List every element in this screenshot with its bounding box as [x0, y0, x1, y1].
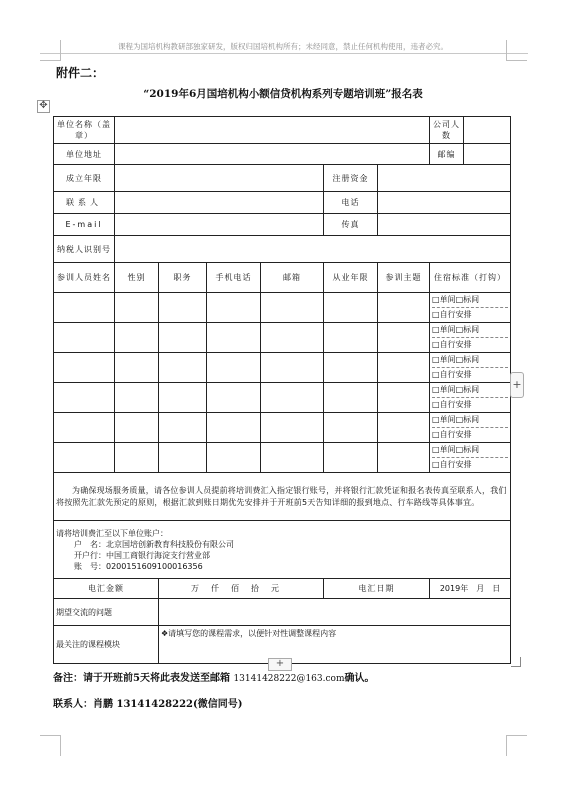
participant-gender-cell[interactable] [115, 413, 159, 443]
participant-industry-years-cell[interactable] [324, 323, 378, 353]
participant-name-cell[interactable] [54, 353, 115, 383]
remark-suffix: 确认。 [344, 673, 375, 684]
col-header-position: 职务 [159, 263, 207, 293]
lodging-room-type-checkboxes[interactable]: □单间□标间 [432, 415, 480, 424]
participant-gender-cell[interactable] [115, 353, 159, 383]
col-header-name: 参训人员姓名 [54, 263, 115, 293]
header-rule [40, 53, 528, 54]
lodging-self-arranged-checkbox[interactable]: □自行安排 [432, 367, 508, 382]
lodging-self-arranged-checkbox[interactable]: □自行安排 [432, 337, 508, 352]
participant-name-cell[interactable] [54, 383, 115, 413]
account-number: 账 号：0200151609100016356 [74, 561, 203, 571]
col-header-gender: 性别 [115, 263, 159, 293]
lodging-room-type-checkboxes[interactable]: □单间□标间 [432, 295, 480, 304]
participant-row [54, 293, 511, 323]
participant-mobile-cell[interactable] [207, 323, 261, 353]
unit-address-label: 单位地址 [54, 144, 115, 165]
participant-mailbox-cell[interactable] [261, 443, 324, 473]
participant-name-cell[interactable] [54, 323, 115, 353]
contact-person-field[interactable] [115, 192, 324, 214]
col-header-industry-years: 从业年限 [324, 263, 378, 293]
insert-row-plus-icon[interactable]: + [268, 658, 292, 671]
crop-mark-top-right [506, 40, 527, 61]
course-module-label: 最关注的课程模块 [54, 626, 159, 664]
email-field[interactable] [115, 214, 324, 236]
founding-years-label: 成立年限 [54, 165, 115, 192]
participant-row [54, 413, 511, 443]
account-info [54, 521, 511, 579]
participant-topic-cell[interactable] [378, 443, 430, 473]
participant-name-cell[interactable] [54, 293, 115, 323]
remark-email: 13141428222@163.com [233, 674, 345, 684]
participant-industry-years-cell[interactable] [324, 443, 378, 473]
lodging-self-arranged-checkbox[interactable]: □自行安排 [432, 307, 508, 322]
col-header-mailbox: 邮箱 [261, 263, 324, 293]
fax-field[interactable] [378, 214, 511, 236]
participant-topic-cell[interactable] [378, 293, 430, 323]
lodging-choice-cell[interactable] [430, 353, 511, 383]
crop-mark-bottom-left [40, 735, 61, 756]
participant-mobile-cell[interactable] [207, 413, 261, 443]
contact-line: 联系人：肖鹏 13141428222(微信同号) [53, 699, 243, 710]
participant-topic-cell[interactable] [378, 413, 430, 443]
participant-industry-years-cell[interactable] [324, 413, 378, 443]
participant-mailbox-cell[interactable] [261, 323, 324, 353]
form-title: “2019年6月国培机构小额信贷机构系列专题培训班”报名表 [143, 88, 423, 100]
taxpayer-id-field[interactable] [115, 236, 511, 263]
unit-name-field[interactable] [115, 117, 430, 144]
participant-position-cell[interactable] [159, 293, 207, 323]
registered-capital-label: 注册资金 [324, 165, 378, 192]
remark-label: 备注： [53, 673, 83, 684]
postcode-label: 邮编 [430, 144, 464, 165]
participant-row [54, 443, 511, 473]
remark-line [53, 669, 374, 684]
participant-industry-years-cell[interactable] [324, 353, 378, 383]
contact-person-label: 联系人 [54, 192, 115, 214]
table-move-handle-icon[interactable]: ✥ [37, 100, 50, 113]
participant-row [54, 353, 511, 383]
participant-gender-cell[interactable] [115, 443, 159, 473]
course-module-field[interactable]: ❖请填写您的课程需求，以便针对性调整课程内容 [159, 626, 511, 664]
lodging-room-type-checkboxes[interactable]: □单间□标间 [432, 325, 480, 334]
unit-name-label: 单位名称（盖章） [54, 117, 115, 144]
lodging-self-arranged-checkbox[interactable]: □自行安排 [432, 397, 508, 412]
participant-rows [54, 293, 511, 473]
participant-industry-years-cell[interactable] [324, 293, 378, 323]
participant-mailbox-cell[interactable] [261, 353, 324, 383]
participant-position-cell[interactable] [159, 413, 207, 443]
table-resize-handle-icon[interactable] [511, 657, 521, 667]
participant-position-cell[interactable] [159, 323, 207, 353]
registered-capital-field[interactable] [378, 165, 511, 192]
lodging-choice-cell[interactable] [430, 413, 511, 443]
lodging-self-arranged-checkbox[interactable]: □自行安排 [432, 457, 508, 472]
remit-amount-field[interactable]: 万仟佰拾元 [159, 579, 324, 599]
col-header-lodging: 住宿标准（打钩） [430, 263, 511, 293]
questions-field[interactable] [159, 599, 511, 626]
taxpayer-id-label: 纳税人识别号 [54, 236, 115, 263]
phone-field[interactable] [378, 192, 511, 214]
account-payee: 户 名：北京国培创新教育科技股份有限公司 [74, 539, 234, 549]
fax-label: 传真 [324, 214, 378, 236]
participant-gender-cell[interactable] [115, 293, 159, 323]
lodging-choice-cell[interactable] [430, 383, 511, 413]
lodging-choice-cell[interactable] [430, 293, 511, 323]
lodging-choice-cell[interactable] [430, 443, 511, 473]
copyright-notice: 课程为国培机构教研部独家研发，版权归国培机构所有；未经同意，禁止任何机构使用，违者必究。 [118, 42, 448, 51]
participant-mobile-cell[interactable] [207, 383, 261, 413]
participant-position-cell[interactable] [159, 443, 207, 473]
questions-label: 期望交流的问题 [54, 599, 159, 626]
participant-name-cell[interactable] [54, 413, 115, 443]
participant-name-cell[interactable] [54, 443, 115, 473]
participant-topic-cell[interactable] [378, 383, 430, 413]
participant-topic-cell[interactable] [378, 353, 430, 383]
col-header-mobile: 手机电话 [207, 263, 261, 293]
lodging-self-arranged-checkbox[interactable]: □自行安排 [432, 427, 508, 442]
participant-gender-cell[interactable] [115, 323, 159, 353]
participant-mobile-cell[interactable] [207, 293, 261, 323]
participant-mobile-cell[interactable] [207, 353, 261, 383]
participant-gender-cell[interactable] [115, 383, 159, 413]
policy-paragraph: 为确保现场服务质量，请各位参训人员提前将培训费汇入指定银行账号，并将银行汇款凭证和报名表传真至联系人，我们将按照先汇款先预定的原则，根据汇款到账日期优先安排并于开班前5天告知详细的报到地点、行车路线等具体事宜。 [54, 473, 511, 521]
account-bank: 开户行：中国工商银行海淀支行营业部 [74, 550, 210, 560]
remark-text: 请于开班前5天将此表发送至邮箱 [83, 673, 230, 684]
participant-topic-cell[interactable] [378, 323, 430, 353]
col-header-topic: 参训主题 [378, 263, 430, 293]
crop-mark-bottom-right [506, 735, 527, 756]
email-label: E-mail [54, 214, 115, 236]
account-intro: 请将培训费汇至以下单位账户： [56, 528, 168, 538]
participant-mobile-cell[interactable] [207, 443, 261, 473]
lodging-choice-cell[interactable] [430, 323, 511, 353]
crop-mark-top-left [40, 40, 61, 61]
participant-position-cell[interactable] [159, 353, 207, 383]
lodging-room-type-checkboxes[interactable]: □单间□标间 [432, 445, 480, 454]
lodging-room-type-checkboxes[interactable]: □单间□标间 [432, 355, 480, 364]
company-headcount-field[interactable] [464, 117, 511, 144]
participant-mailbox-cell[interactable] [261, 383, 324, 413]
remit-amount-label: 电汇金额 [54, 579, 159, 599]
unit-address-field[interactable] [115, 144, 430, 165]
participant-mailbox-cell[interactable] [261, 413, 324, 443]
participant-position-cell[interactable] [159, 383, 207, 413]
registration-table [53, 116, 511, 664]
attachment-label: 附件二： [56, 66, 105, 80]
participant-mailbox-cell[interactable] [261, 293, 324, 323]
participant-industry-years-cell[interactable] [324, 383, 378, 413]
phone-label: 电话 [324, 192, 378, 214]
remit-date-label: 电汇日期 [324, 579, 430, 599]
remit-date-field[interactable]: 2019年 月 日 [430, 579, 511, 599]
lodging-room-type-checkboxes[interactable]: □单间□标间 [432, 385, 480, 394]
company-headcount-label: 公司人数 [430, 117, 464, 144]
founding-years-field[interactable] [115, 165, 324, 192]
postcode-field[interactable] [464, 144, 511, 165]
participant-row [54, 323, 511, 353]
insert-column-plus-icon[interactable]: + [510, 372, 524, 398]
participant-row [54, 383, 511, 413]
